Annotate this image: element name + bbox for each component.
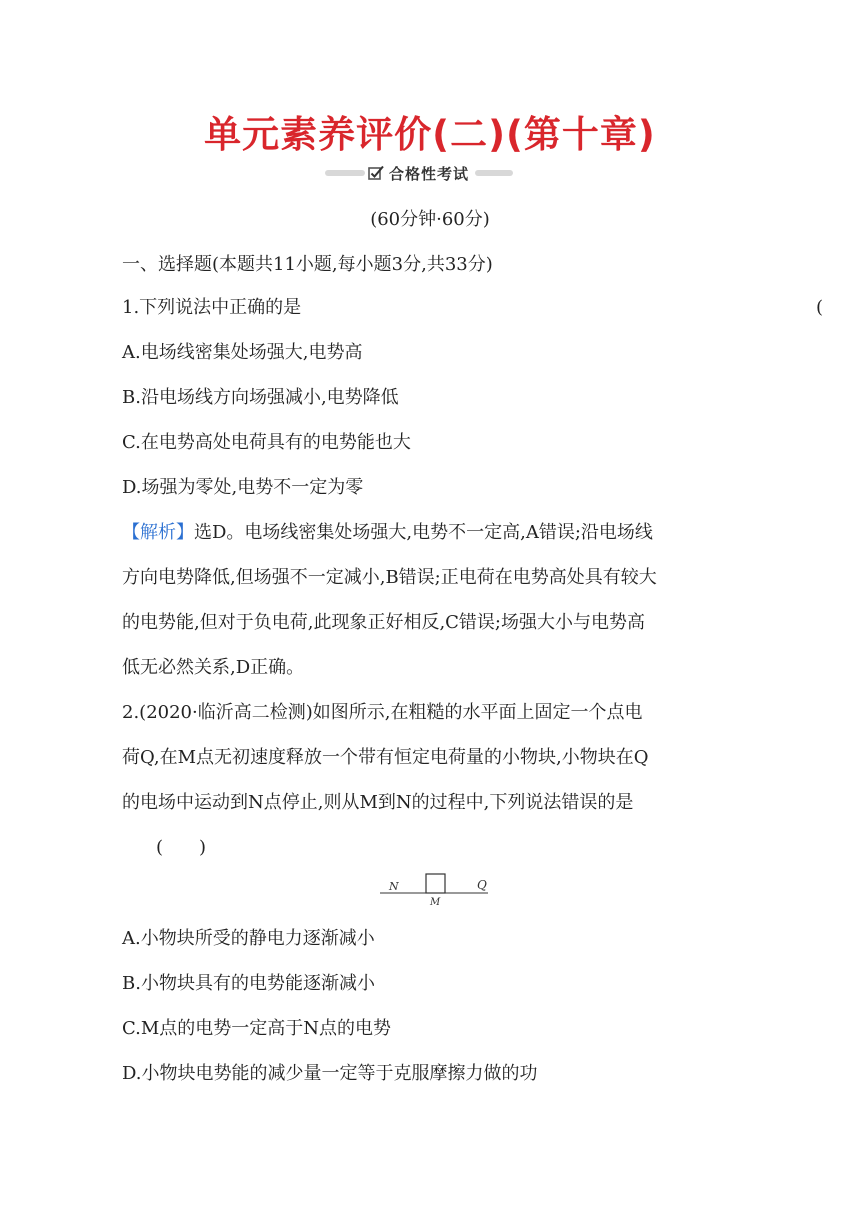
label-n: N	[389, 880, 399, 893]
question-2-stem-line-2: 荷Q,在M点无初速度释放一个带有恒定电荷量的小物块,小物块在Q	[122, 747, 649, 768]
question-2-option-b: B.小物块具有的电势能逐渐减小	[122, 973, 375, 994]
question-2-option-d: D.小物块电势能的减少量一定等于克服摩擦力做的功	[122, 1063, 538, 1084]
question-1-option-b: B.沿电场线方向场强减小,电势降低	[122, 387, 399, 408]
question-2-stem-line-3: 的电场中运动到N点停止,则从M到N的过程中,下列说法错误的是	[122, 792, 634, 813]
question-1-analysis-line-1	[122, 521, 653, 545]
time-score: (60分钟·60分)	[370, 209, 490, 230]
block	[426, 874, 445, 893]
question-2-figure	[380, 872, 490, 908]
analysis-text: 选D。电场线密集处场强大,电势不一定高,A错误;沿电场线	[194, 522, 653, 543]
question-1-analysis-line-4: 低无必然关系,D正确。	[122, 657, 305, 678]
label-q: Q	[477, 878, 487, 892]
question-1-option-c: C.在电势高处电荷具有的电势能也大	[122, 432, 411, 453]
label-m: M	[430, 897, 441, 908]
question-1-analysis-line-2: 方向电势降低,但场强不一定减小,B错误;正电荷在电势高处具有较大	[122, 567, 657, 588]
question-1-option-d: D.场强为零处,电势不一定为零	[122, 477, 364, 498]
question-2-stem-line-1: 2.(2020·临沂高二检测)如图所示,在粗糙的水平面上固定一个点电	[122, 702, 643, 723]
banner-left-bar	[325, 170, 365, 176]
banner-right-bar	[475, 170, 513, 176]
checkbox-check-icon	[367, 164, 385, 182]
question-1-answer-paren: (	[816, 297, 824, 318]
question-2-option-c: C.M点的电势一定高于N点的电势	[122, 1018, 392, 1039]
question-1-analysis-line-3: 的电势能,但对于负电荷,此现象正好相反,C错误;场强大小与电势高	[122, 612, 645, 633]
section-heading: 一、选择题(本题共11小题,每小题3分,共33分)	[122, 254, 493, 275]
question-1-option-a: A.电场线密集处场强大,电势高	[122, 342, 363, 363]
question-2-option-a: A.小物块所受的静电力逐渐减小	[122, 928, 375, 949]
question-2-answer-paren: ( )	[156, 837, 207, 858]
exam-type-banner	[325, 160, 535, 186]
exam-type-label: 合格性考试	[389, 164, 470, 183]
page-title: 单元素养评价(二)(第十章)	[204, 113, 656, 156]
question-1-stem: 1.下列说法中正确的是	[122, 297, 302, 318]
analysis-tag: 【解析】	[122, 522, 194, 543]
